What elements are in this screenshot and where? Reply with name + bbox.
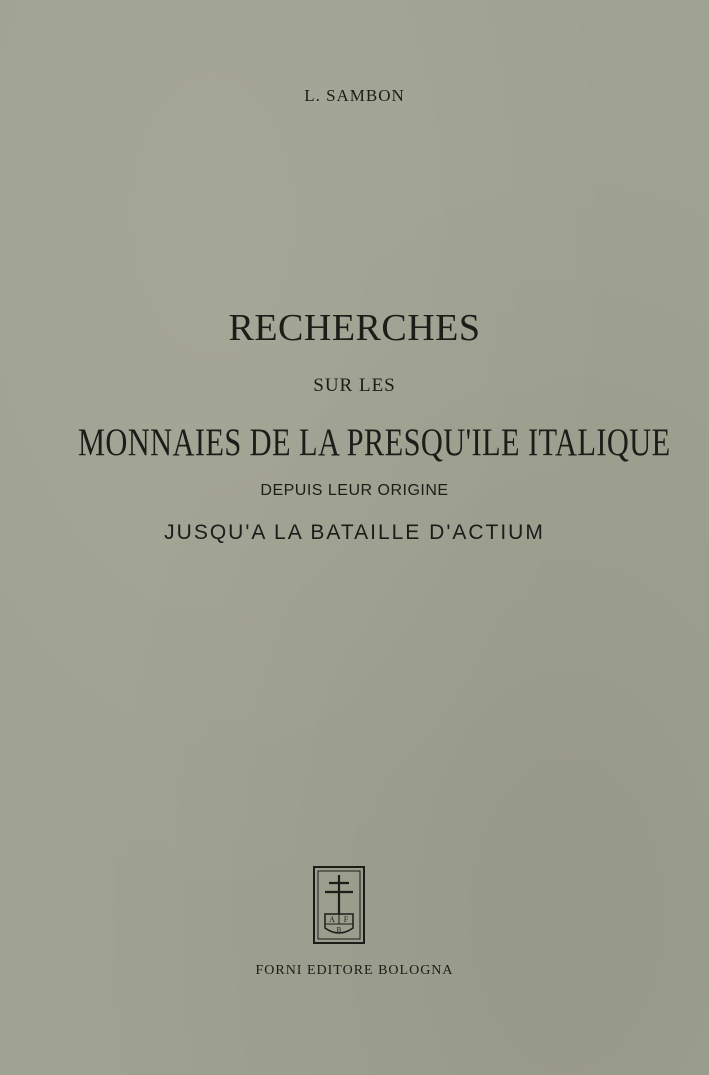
title-line-jusqu: JUSQU'A LA BATAILLE D'ACTIUM — [164, 521, 545, 544]
title-line-monnaies: MONNAIES DE LA PRESQU'ILE ITALIQUE — [77, 421, 671, 464]
title-line-recherches: RECHERCHES — [228, 307, 481, 349]
logo-letter-f: F — [343, 915, 349, 924]
title-line-sur-les: SUR LES — [313, 375, 396, 396]
publisher-name: FORNI EDITORE BOLOGNA — [255, 963, 454, 978]
author-name: L. SAMBON — [304, 86, 405, 105]
logo-letter-b: B — [336, 926, 342, 934]
title-line-depuis: DEPUIS LEUR ORIGINE — [260, 482, 449, 499]
logo-letter-a: A — [329, 915, 335, 924]
publisher-cross-emblem-icon — [313, 866, 365, 944]
